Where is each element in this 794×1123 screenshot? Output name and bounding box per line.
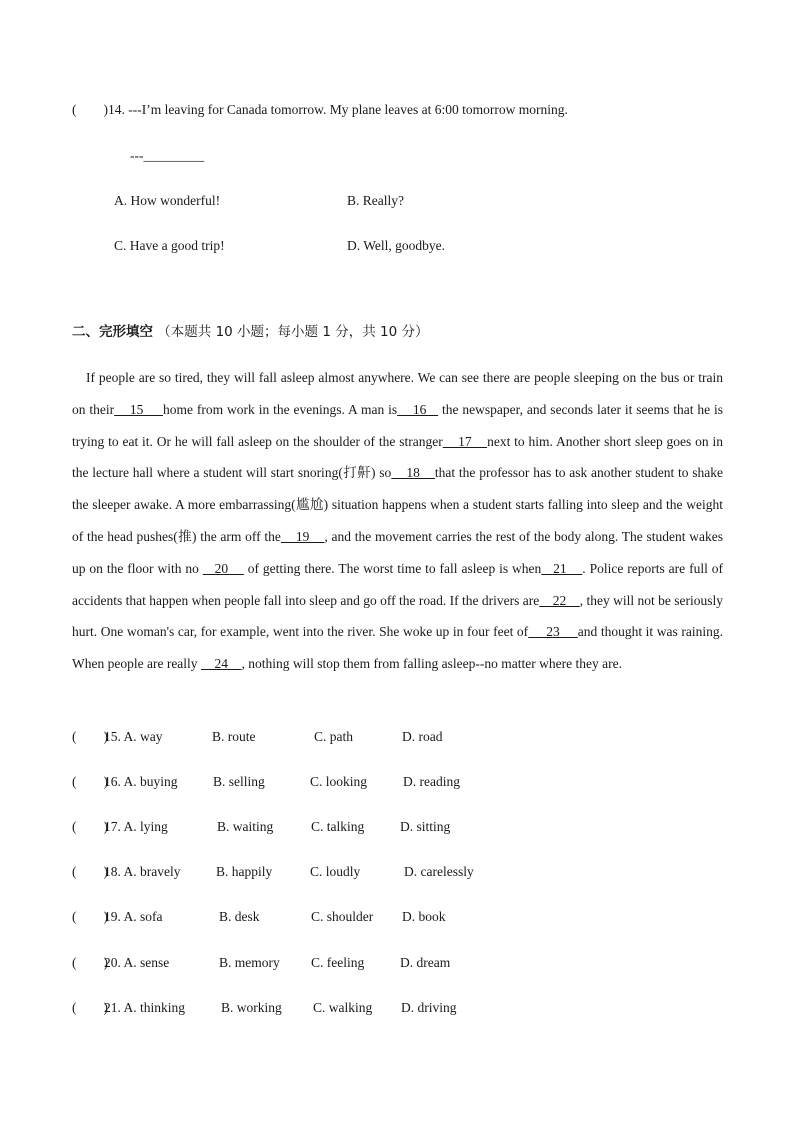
answer-paren: ( ) [72,955,108,970]
option-d: D. driving [401,1000,457,1015]
answer-paren: ( ) [72,729,108,744]
blank-16: 16 [397,401,439,417]
blank-23: 23 [528,624,578,640]
passage-text: , nothing will stop them from falling asleep--no matter where they are. [241,656,622,672]
passage-text: of getting there. The worst time to fall asleep is when [243,560,542,576]
option-c: C. feeling [311,955,365,970]
option-d: D. sitting [400,819,451,834]
passage-text: that the professor has to ask another student to shake the sleeper awake. A more embarrassing(尴尬) situation happens when a student starts falling into sleep and the weight of the head pushes(推) the arm off the [72,465,724,544]
section-title [72,320,428,340]
option-d: D. carelessly [404,864,474,879]
passage-text: , and the movement carries the rest of the body along. The student wakes up on the floor with no [72,528,724,576]
passage-text: and thought it was raining. When people are really [72,624,724,672]
passage-text: home from work in the evenings. A man is [162,401,398,417]
passage-text: the newspaper, and seconds later it seems that he is trying to eat it. Or he will fall asleep on the shoulder of the stranger [72,401,724,449]
section-heading: 二、完形填空 [72,324,153,340]
blank-22: 22 [539,592,580,608]
option-d: D. road [402,729,443,744]
option-c: C. shoulder [311,909,374,924]
passage-text: If people are so tired, they will fall asleep almost anywhere. We can see there are people sleeping on the bus or train on their [72,370,723,417]
option-d: D. reading [403,774,460,789]
option-d: D. Well, goodbye. [347,238,446,253]
blank-21: 21 [541,560,583,576]
option-d: D. dream [400,955,451,970]
answer-paren: ( ) [72,774,108,789]
option-c: C. loudly [310,864,361,879]
option-a: 16. A. buying [104,774,178,789]
blank-18: 18 [391,465,435,481]
option-c: C. path [314,729,353,744]
option-a: 15. A. way [104,729,163,744]
option-b: B. waiting [217,819,274,834]
option-a: 21. A. thinking [104,1000,186,1015]
option-d: D. book [402,909,446,924]
passage-text: , they will not be seriously hurt. One woman's car, for example, went into the river. She woke up in four feet of [72,592,724,640]
option-b: B. memory [219,955,280,970]
answer-paren: ( ) [72,1000,108,1015]
question-14 [72,102,568,118]
option-c: C. looking [310,774,368,789]
answer-paren: ( ) [72,864,108,879]
blank-17: 17 [442,433,488,449]
answer-blank: ---_________ [130,148,205,163]
option-b: B. working [221,1000,282,1015]
blank-20: 20 [202,560,244,576]
answer-paren: ( ) [72,909,108,924]
option-c: C. Have a good trip! [114,238,225,253]
option-a: 17. A. lying [104,819,168,834]
cloze-passage [72,362,723,680]
passage-text: next to him. Another short sleep goes on in the lecture hall where a student will start snoring(打鼾) so [72,433,724,481]
section-note: （本题共 10 小题；每小题 1 分，共 10 分） [153,324,429,340]
answer-paren: ( ) [72,819,108,834]
option-c: C. walking [313,1000,373,1015]
passage-text: . Police reports are full of accidents that happen when people fall into sleep and go off the road. If the drivers are [72,560,724,608]
option-b: B. desk [219,909,260,924]
option-b: B. Really? [347,193,404,208]
answer-paren: ( ) [72,102,108,117]
option-a: 18. A. bravely [104,864,181,879]
option-a: A. How wonderful! [114,193,221,208]
blank-24: 24 [200,656,242,672]
blank-15: 15 [114,401,163,417]
blank-19: 19 [280,528,325,544]
option-b: B. route [212,729,256,744]
option-b: B. selling [213,774,265,789]
option-a: 19. A. sofa [104,909,163,924]
option-b: B. happily [216,864,273,879]
option-c: C. talking [311,819,365,834]
option-a: 20. A. sense [104,955,170,970]
question-text: 14. ---I’m leaving for Canada tomorrow. My plane leaves at 6:00 tomorrow morning. [108,102,568,117]
